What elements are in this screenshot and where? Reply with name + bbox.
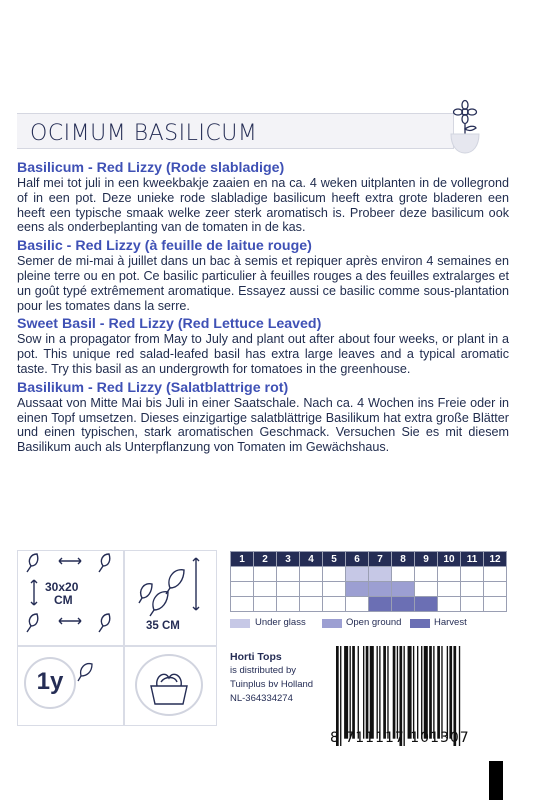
page-title: OCIMUM BASILICUM <box>30 121 258 146</box>
calendar-cell <box>300 582 323 597</box>
barcode-bar <box>358 646 359 739</box>
legend-label-open-ground: Open ground <box>346 617 402 628</box>
registration-mark <box>489 761 503 800</box>
barcode-bar <box>366 646 369 739</box>
calendar-cell <box>461 597 484 612</box>
barcode-bar <box>449 646 452 739</box>
calendar-month-5: 5 <box>323 552 346 567</box>
description-sections <box>17 160 509 458</box>
barcode-bar <box>379 646 380 739</box>
barcode-bar <box>370 646 374 739</box>
calendar-month-8: 8 <box>392 552 415 567</box>
barcode-bar <box>344 646 348 739</box>
calendar-cell <box>415 567 438 582</box>
duration-label: 1y <box>36 668 64 695</box>
calendar-cell <box>438 597 461 612</box>
spacing-label-bottom: CM <box>54 593 73 607</box>
calendar-cell <box>346 567 369 582</box>
calendar-cell <box>346 582 369 597</box>
barcode-bar <box>447 646 448 739</box>
barcode-bar <box>408 646 412 739</box>
section-body-nl: Half mei tot juli in een kweekbakje zaaien en na ca. 4 weken uitplanten in de vollegrond of in een pot. Deze unieke rode slabladige basilicum heeft extra grote bladeren een heeft een typische smaak welke zeer sterk aromatisch is. Probeer deze basilicum ook eens als onderbeplanting van de tomaten in de kas. <box>17 176 509 235</box>
calendar-cell <box>369 582 392 597</box>
calendar-cell <box>369 597 392 612</box>
calendar-cell <box>300 567 323 582</box>
calendar-month-10: 10 <box>438 552 461 567</box>
barcode-number: 8 711117 101307 <box>330 730 470 746</box>
calendar-cell <box>277 582 300 597</box>
calendar-row-under_glass <box>231 567 507 582</box>
calendar-cell <box>231 582 254 597</box>
calendar-cell <box>461 567 484 582</box>
calendar-cell <box>392 582 415 597</box>
calendar-cell <box>484 567 507 582</box>
barcode-bar <box>363 646 364 739</box>
distributor-line3: NL-364334274 <box>230 693 293 704</box>
barcode-bar <box>413 646 414 739</box>
section-heading-de: Basilikum - Red Lizzy (Salatblattrige rot) <box>17 379 289 396</box>
barcode-bar <box>397 646 398 739</box>
section-heading-nl: Basilicum - Red Lizzy (Rode slabladige) <box>17 160 285 176</box>
section-heading-fr: Basilic - Red Lizzy (à feuille de laitue rouge) <box>17 238 312 255</box>
calendar-cell <box>231 597 254 612</box>
calendar-cell <box>346 597 369 612</box>
barcode-bar <box>393 646 396 739</box>
calendar-cell <box>323 582 346 597</box>
section-body-en: Sow in a propagator from May to July and plant out after about four weeks, or plant in a pot. This unique red salad-leafed basil has extra large leaves and a typical aromatic taste. Try this basil as an undergrowth for tomatoes in the greenhouse. <box>17 332 509 376</box>
calendar-cell <box>254 567 277 582</box>
barcode-bar <box>441 646 442 739</box>
legend-swatch-harvest <box>410 619 430 628</box>
legend-label-under-glass: Under glass <box>255 617 306 628</box>
sowing-calendar <box>230 551 507 612</box>
distributor-line2: Tuinplus bv Holland <box>230 679 314 690</box>
barcode-bar <box>383 646 386 739</box>
calendar-cell <box>438 567 461 582</box>
spacing-label-top: 30x20 <box>45 580 79 594</box>
calendar-cell <box>415 582 438 597</box>
calendar-row-harvest <box>231 597 507 612</box>
barcode-bar <box>433 646 434 739</box>
legend-swatch-open-ground <box>322 619 342 628</box>
legend-label-harvest: Harvest <box>434 617 467 628</box>
legend-swatch-under-glass <box>230 619 250 628</box>
calendar-month-12: 12 <box>484 552 507 567</box>
barcode-bar <box>417 646 418 739</box>
section-body-fr: Semer de mi-mai à juillet dans un bac à semis et repiquer après environ 4 semaines en pleine terre ou en pot. Ce basilic particulier à feuilles rouges a des feuilles extralarges et un goût typé extrêmement aromatique. Essayez aussi ce basilic comme sous-plantation pour les tomates dans la serre. <box>17 254 509 313</box>
calendar-cell <box>277 567 300 582</box>
barcode-bar <box>424 646 428 739</box>
calendar-month-3: 3 <box>277 552 300 567</box>
distributor-line1: is distributed by <box>230 665 297 676</box>
calendar-cell <box>392 597 415 612</box>
brand-name: Horti Tops <box>230 651 282 663</box>
calendar-month-9: 9 <box>415 552 438 567</box>
calendar-cell <box>300 597 323 612</box>
calendar-month-11: 11 <box>461 552 484 567</box>
calendar-cell <box>231 567 254 582</box>
barcode-bar <box>352 646 355 739</box>
calendar-cell <box>254 582 277 597</box>
calendar-cell <box>323 567 346 582</box>
calendar-month-6: 6 <box>346 552 369 567</box>
height-label: 35 CM <box>146 620 180 632</box>
calendar-cell <box>461 582 484 597</box>
section-body-de: Aussaat von Mitte Mai bis Juli in einer Saatschale. Nach ca. 4 Wochen ins Freie oder in einen Topf umsetzen. Dieses einzigartige salatblättrige Basilikum hat extra große Blätter und einen typischen, stark aromatischen Geschmack. Versuchen Sie es mit diesem Basilikum auch als Unterpflanzung von Tomaten im Gewächshaus. <box>17 395 509 455</box>
barcode-bar <box>387 646 388 739</box>
calendar-month-7: 7 <box>369 552 392 567</box>
calendar-cell <box>484 597 507 612</box>
calendar-cell <box>323 597 346 612</box>
calendar-row-open_ground <box>231 582 507 597</box>
distributor-info <box>230 650 313 706</box>
calendar-month-4: 4 <box>300 552 323 567</box>
calendar-cell <box>254 597 277 612</box>
barcode-bar <box>350 646 351 739</box>
calendar-month-1: 1 <box>231 552 254 567</box>
barcode-bar <box>377 646 378 739</box>
barcode-bar <box>421 646 422 739</box>
basket-icon <box>135 654 203 716</box>
barcode-bar <box>437 646 440 739</box>
calendar-month-2: 2 <box>254 552 277 567</box>
calendar-cell <box>369 567 392 582</box>
section-heading-en: Sweet Basil - Red Lizzy (Red Lettuce Leaved) <box>17 316 322 333</box>
calendar-cell <box>438 582 461 597</box>
calendar-cell <box>484 582 507 597</box>
calendar-cell <box>277 597 300 612</box>
calendar-cell <box>415 597 438 612</box>
barcode-bar <box>429 646 432 739</box>
potted-plant-icon <box>442 98 488 156</box>
calendar-cell <box>392 567 415 582</box>
